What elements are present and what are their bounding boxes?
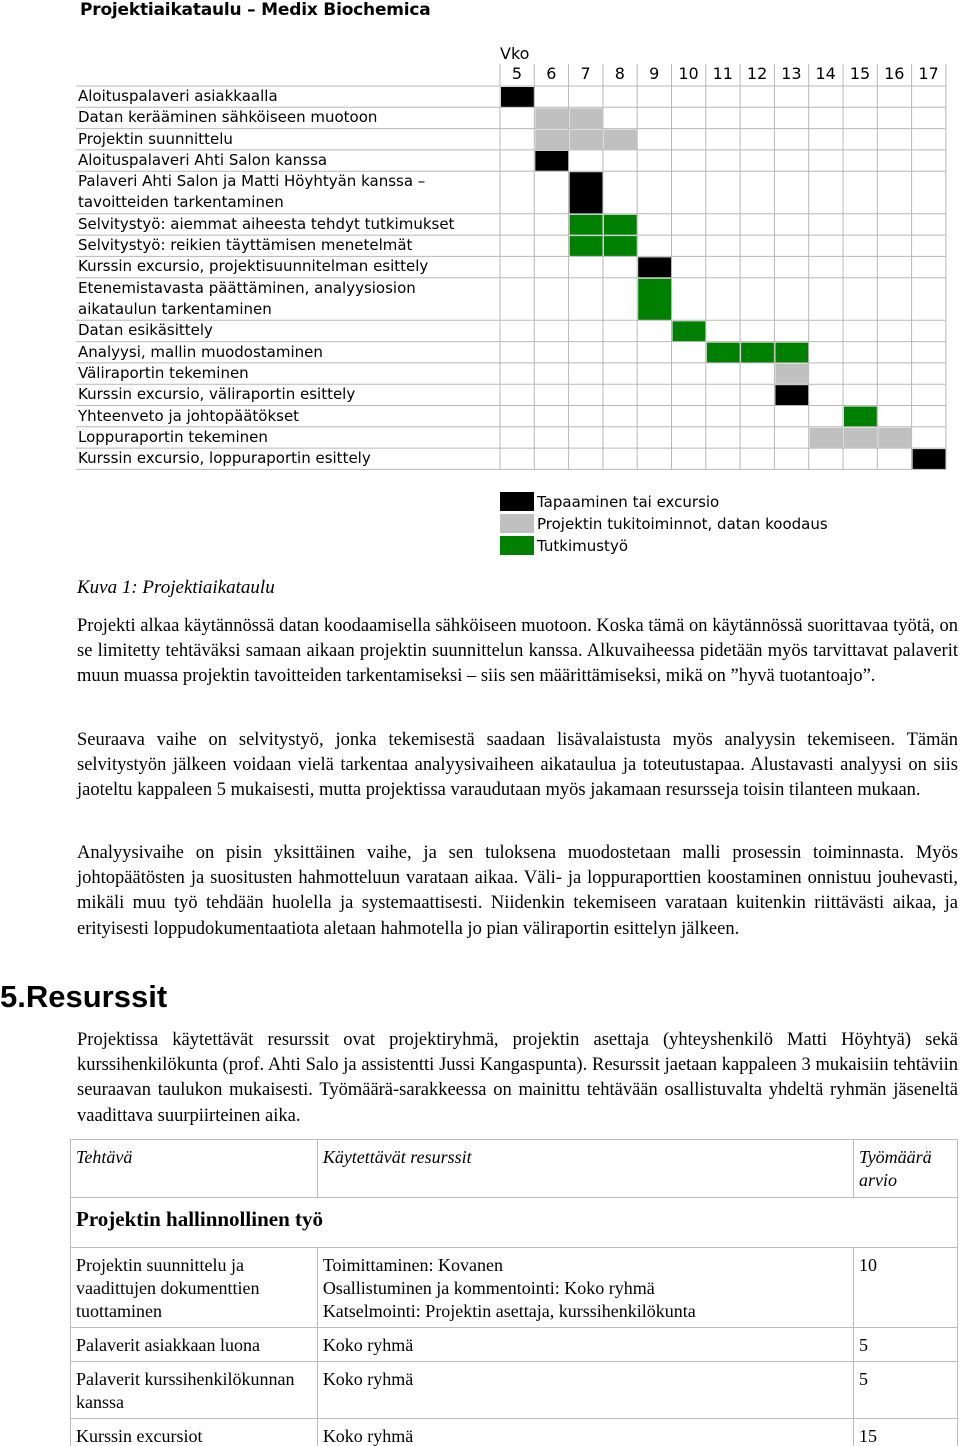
gantt-bar-support	[844, 428, 877, 448]
week-number: 6	[546, 64, 557, 83]
gantt-bar-support	[878, 428, 911, 448]
task-label-line: Datan esikäsittely	[78, 321, 213, 340]
week-number: 5	[511, 64, 523, 83]
gantt-bar-research	[604, 236, 637, 256]
gantt-bar-research	[707, 343, 740, 363]
gantt-bar-meeting	[535, 151, 568, 171]
resource-table	[70, 1139, 958, 1446]
gantt-bar-research	[741, 343, 774, 363]
gantt-bar-research	[673, 321, 706, 341]
task-label-line: Projektin suunnittelu	[78, 129, 233, 148]
gantt-bar-research	[775, 343, 808, 363]
week-number: 7	[580, 64, 591, 83]
week-number: 14	[815, 64, 836, 83]
gantt-bar-meeting	[775, 385, 808, 405]
header-resources: Käytettävät resurssit	[317, 1140, 853, 1198]
gantt-bar-meeting	[570, 172, 603, 213]
section-title: Resurssit	[25, 979, 168, 1014]
week-number: 11	[712, 64, 733, 83]
gantt-bar-meeting	[913, 449, 946, 469]
week-axis-label: Vko	[500, 44, 530, 63]
gantt-bar-meeting	[638, 257, 671, 277]
task-label-line: Aloituspalaveri Ahti Salon kanssa	[78, 150, 328, 169]
task-label-line: Yhteenveto ja johtopäätökset	[78, 406, 300, 425]
task-label-line: Etenemistavasta päättäminen, analyysiosion	[78, 278, 416, 297]
week-number: 9	[649, 64, 660, 83]
task-label-line: Palaveri Ahti Salon ja Matti Höyhtyän kanssa –	[78, 172, 426, 191]
table-section-row	[71, 1198, 958, 1248]
task-label-line: Väliraportin tekeminen	[78, 363, 249, 382]
gantt-bar-support	[775, 364, 808, 384]
gantt-bar-support	[535, 108, 568, 128]
gantt-bar-research	[844, 407, 877, 427]
table-row	[71, 1419, 958, 1446]
table-row	[71, 1328, 958, 1362]
task-label-line: Aloituspalaveri asiakkaalla	[78, 87, 278, 105]
table-row	[71, 1248, 958, 1328]
week-number: 10	[678, 64, 699, 83]
cell-task: Palaverit asiakkaan luona	[71, 1328, 318, 1362]
week-number: 16	[884, 64, 905, 83]
task-label-line: Datan kerääminen sähköiseen muotoon	[78, 108, 378, 127]
cell-resources: Koko ryhmä	[317, 1328, 853, 1362]
task-label-line: Selvitystyö: reikien täyttämisen menetelmät	[78, 236, 413, 255]
task-label-line: Selvitystyö: aiemmat aiheesta tehdyt tutkimukset	[78, 214, 455, 233]
section-number: 5.	[0, 979, 26, 1014]
week-number: 13	[781, 64, 802, 83]
week-number: 15	[849, 64, 871, 83]
legend-swatch-meeting	[500, 492, 534, 511]
figure-caption: Kuva 1: Projektiaikataulu	[77, 577, 275, 598]
legend-label: Projektin tukitoiminnot, datan koodaus	[537, 515, 828, 533]
task-label-line: aikataulun tarkentaminen	[78, 299, 272, 318]
task-label-line: tavoitteiden tarkentaminen	[78, 193, 284, 212]
legend-item-support	[500, 514, 830, 536]
week-number: 8	[614, 64, 625, 83]
cell-task: Projektin suunnittelu ja vaadittujen dokumenttien tuottaminen	[71, 1248, 318, 1328]
paragraph: Analyysivaihe on pisin yksittäinen vaihe, ja sen tuloksena muodostetaan malli prosessin toiminnasta. Myös johtopäätösten ja suositusten hahmotteluun varataan aikaa. Väli- ja loppuraporttien koostaminen onnistuu jouhevasti, mikäli muu työ tehdään huolella ja systemaattisesti. Niidenkin tekemiseen varataan kuitenkin riittävästi aikaa, ja erityisesti loppudokumentaatiota aletaan hahmotella jo pian väliraportin esittelyn jälkeen.	[77, 843, 958, 939]
section-heading	[0, 979, 167, 1015]
task-label-line: Kurssin excursio, projektisuunnitelman esittely	[78, 257, 429, 276]
cell-effort: 15	[854, 1419, 958, 1446]
cell-resources	[317, 1248, 853, 1328]
cell-effort: 10	[854, 1248, 958, 1328]
task-label-line: Loppuraportin tekeminen	[78, 427, 268, 446]
gantt-bar-support	[810, 428, 843, 448]
task-label-line: Kurssin excursio, väliraportin esittely	[78, 385, 356, 404]
gantt-bar-support	[570, 130, 603, 150]
section-paragraph: Projektissa käytettävät resurssit ovat projektiryhmä, projektin asettaja (yhteyshenkilö Matti Höyhtyä) sekä kurssihenkilökunta (prof. Ahti Salo ja assistentti Jussi Kangaspunta). Resurssit jaetaan kappaleen 3 mukaisiin tehtäviin seuraavan taulukon mukaisesti. Työmäärä-sarakkeessa on mainittu tehtävään osallistuvalta yhdeltä ryhmän jäseneltä vaadittava suurpiirteinen aika.	[77, 1030, 958, 1126]
resource-line: Katselmointi: Projektin asettaja, kurssihenkilökunta	[322, 1301, 696, 1321]
table-section-title: Projektin hallinnollinen työ	[71, 1198, 958, 1248]
week-number: 12	[746, 64, 768, 83]
resource-line: Toimittaminen: Kovanen	[322, 1255, 504, 1275]
gantt-grid	[0, 0, 960, 480]
task-label-line: Kurssin excursio, loppuraportin esittely	[78, 449, 371, 468]
task-label-line: Analyysi, mallin muodostaminen	[78, 342, 323, 361]
cell-task: Kurssin excursiot	[71, 1419, 318, 1446]
gantt-bar-research	[638, 279, 671, 320]
gantt-bar-support	[570, 108, 603, 128]
paragraph: Seuraava vaihe on selvitystyö, jonka tekemisestä saadaan lisävalaistusta myös analyysin tekemiseen. Tämän selvitystyön jälkeen voidaan vielä tarkentaa analyysivaiheen aikataulua ja toteutustapaa. Alustavasti analyysi on siis jaoteltu kappaleen 5 mukaisesti, mutta projektissa varaudutaan myös jakamaan resursseja toisin tilanteen mukaan.	[77, 730, 958, 801]
legend-label: Tapaaminen tai excursio	[537, 493, 720, 511]
legend-swatch-support	[500, 514, 534, 533]
cell-task: Palaverit kurssihenkilökunnan kanssa	[71, 1362, 318, 1419]
table-header-row	[71, 1140, 958, 1198]
header-task: Tehtävä	[71, 1140, 318, 1198]
resource-line: Osallistuminen ja kommentointi: Koko ryhmä	[322, 1278, 655, 1298]
gantt-title: Projektiaikataulu – Medix Biochemica	[80, 0, 431, 20]
legend-item-research	[500, 536, 830, 558]
legend-swatch-research	[500, 536, 534, 555]
gantt-bar-support	[535, 130, 568, 150]
table-row	[71, 1362, 958, 1419]
cell-resources: Koko ryhmä	[317, 1419, 853, 1446]
legend-label: Tutkimustyö	[537, 537, 628, 555]
cell-effort: 5	[854, 1362, 958, 1419]
cell-resources: Koko ryhmä	[317, 1362, 853, 1419]
gantt-bar-research	[570, 236, 603, 256]
gantt-bar-support	[604, 130, 637, 150]
gantt-bar-meeting	[501, 87, 534, 107]
gantt-bar-research	[570, 215, 603, 235]
gantt-bar-research	[604, 215, 637, 235]
header-effort: Työmäärä arvio	[854, 1140, 958, 1198]
week-number: 17	[918, 64, 939, 83]
legend-item-meeting	[500, 492, 830, 514]
cell-effort: 5	[854, 1328, 958, 1362]
paragraph: Projekti alkaa käytännössä datan koodaamisella sähköiseen muotoon. Koska tämä on käytännössä suorittavaa työtä, on se limitetty tehtäväksi samaan aikaan projektin suunnittelun kanssa. Alkuvaiheessa pidetään myös tarvittavat palaverit muun muassa projektin tavoitteiden tarkentamiseksi – siis sen määrittämiseksi, mikä on ”hyvä tuotantoajo”.	[77, 616, 958, 687]
